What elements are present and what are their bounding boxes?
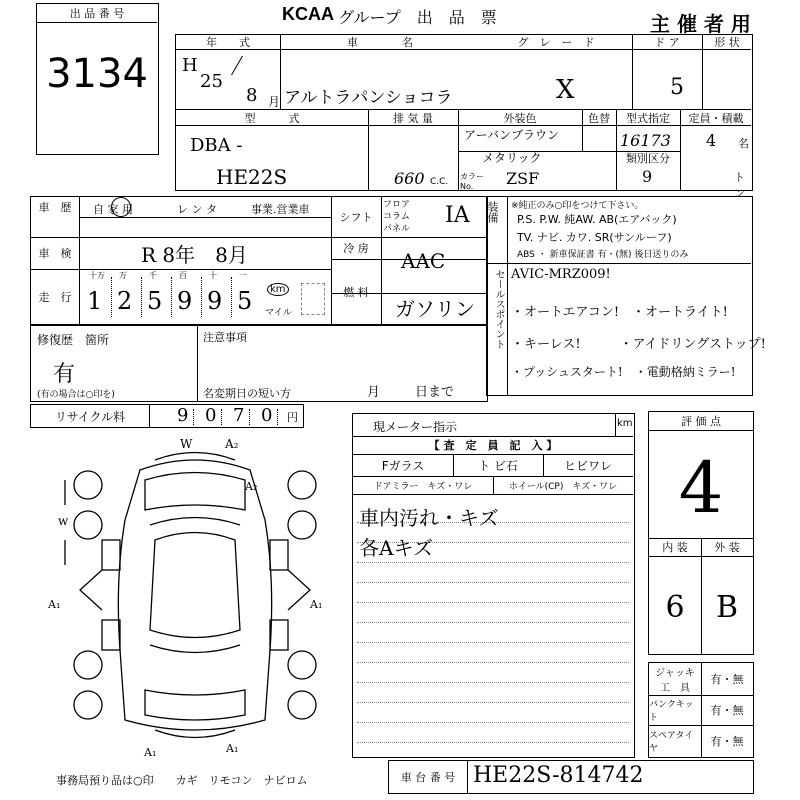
mark-top-w: W: [180, 437, 193, 451]
mileage-unit-2: 千: [149, 271, 157, 280]
recycle-label: リサイクル料: [54, 409, 126, 424]
exterior-score: B: [715, 589, 739, 625]
year-label: 年 式: [206, 36, 250, 49]
mileage-label: 走 行: [38, 291, 72, 304]
puncture-kit-label: パンクキット: [649, 700, 694, 723]
inspection-label: 車 検: [38, 247, 72, 260]
model-label: 型 式: [244, 111, 300, 125]
displacement-label: 排 気 量: [393, 111, 433, 125]
color-line2: メタリック: [482, 151, 542, 165]
mileage-digit-0: 1: [87, 287, 103, 315]
era: H: [182, 55, 198, 76]
repair-label: 修復歴 箇所: [37, 333, 110, 347]
history-label: 車 歴: [38, 201, 72, 214]
mark-bottom-a1: A₁: [144, 746, 157, 759]
mileage-digit-5: 5: [237, 287, 253, 315]
repair-note: (有の場合は○印を): [37, 390, 115, 400]
class-label: 類別区分: [626, 152, 670, 165]
cc-unit: C.C.: [430, 177, 449, 187]
vehicle-info-table: [175, 34, 753, 200]
mark-right-a1: A₁: [310, 598, 323, 611]
exterior-color-label: 外装色: [503, 111, 537, 125]
color-change-label: 色替: [588, 111, 610, 125]
expiry-month: 月: [367, 385, 381, 400]
mileage-digit-3: 9: [177, 287, 193, 315]
recycle-digit-1: 0: [205, 405, 217, 426]
tools-table: [648, 662, 754, 758]
recycle-table: [30, 404, 304, 428]
model-spec-label: 型式指定: [626, 111, 670, 125]
shift-label: シフト: [339, 211, 373, 224]
chassis-box: [388, 760, 754, 794]
lot-number-box: [36, 3, 159, 155]
chassis-number: HE22S-814742: [473, 763, 644, 788]
capacity-label: 定員・積載: [688, 111, 744, 125]
lot-number-label: 出 品 番 号: [37, 4, 157, 23]
score-label: 評 価 点: [681, 415, 721, 428]
meter-label: 現メーター指示: [373, 420, 458, 434]
short-expiry-label: 名変期日の短い方: [203, 387, 291, 400]
chip-label: ト ビ石: [478, 458, 518, 473]
mileage-digit-1: 2: [117, 287, 133, 315]
score-table: [648, 411, 754, 655]
jack-label: ジャッキ工 具: [655, 668, 695, 694]
mileage-unit-3: 百: [179, 271, 187, 280]
mark-left-a1: A₁: [48, 598, 61, 611]
repair-table: [30, 324, 488, 402]
inspector-remark-1: 車内汚れ・キズ: [359, 506, 499, 530]
km-unit: km: [267, 283, 289, 296]
copy-type: 主 催 者 用: [650, 12, 751, 36]
class-no: 9: [642, 167, 653, 186]
mileage-unit-0: 十万: [89, 271, 105, 280]
history-private: 自 家 用: [93, 203, 133, 216]
shift-panel: パネル: [383, 224, 411, 234]
form-title: グループ 出 品 票: [338, 8, 497, 27]
puncture-yesno: 有・無: [710, 704, 744, 717]
spare-tire-label: スペアタイヤ: [649, 731, 694, 754]
sales-points-label: セールスポイント: [493, 269, 504, 349]
recycle-digit-2: 7: [233, 405, 245, 426]
equipment-label: 装備: [486, 201, 499, 223]
shape-label: 形 状: [714, 36, 740, 49]
expiry-day: 日まで: [415, 385, 455, 400]
svg-text:w: w: [58, 514, 69, 528]
history-rental: レ ン タ: [177, 203, 217, 216]
mark-top-a2: A₂: [225, 437, 239, 451]
capacity: 4: [706, 131, 717, 150]
repair-value: 有: [53, 362, 76, 387]
equipment-line3: ABS ・ 新車保証書 有・(無) 後日送りのみ: [517, 250, 689, 260]
inspection-box: [352, 413, 635, 758]
front-glass-label: Fガラス: [381, 458, 425, 473]
color-line1: アーバンブラウン: [464, 128, 560, 142]
door-label: ド ア: [654, 36, 680, 49]
inspector-remark-2: 各Aキズ: [359, 536, 434, 560]
exterior-label: 外 装: [714, 541, 740, 554]
equipment-line2: TV. ナビ. カワ. SR(サンルーフ): [517, 231, 672, 244]
grade: X: [556, 75, 575, 105]
mileage-unit-5: 一: [239, 271, 247, 280]
car-name: アルトラパンショコラ: [284, 88, 453, 108]
aircon-value: AAC: [401, 249, 446, 273]
year: 25: [200, 71, 223, 92]
recycle-digit-3: 0: [261, 405, 273, 426]
notes-label: 注意事項: [203, 331, 247, 344]
sales-point-1: AVIC-MRZ009!: [511, 267, 611, 282]
sales-point-3: ・キーレス! ・アイドリングストップ!: [511, 337, 766, 352]
fuel-value: ガソリン: [395, 297, 475, 321]
car-name-label: 車 名: [347, 36, 413, 49]
crack-label: ヒビワレ: [563, 458, 612, 473]
interior-score: 6: [665, 589, 685, 625]
model-spec: 16173: [620, 131, 671, 150]
shift-column: コラム: [383, 212, 410, 222]
equipment-note: ※純正のみ○印をつけて下さい。: [511, 201, 644, 211]
interior-label: 内 装: [662, 541, 688, 554]
shift-value: IA: [445, 203, 470, 228]
equipment-line1: P.S. P.W. 純AW. AB(エアバック): [517, 213, 677, 226]
chassis-label: 車 台 番 号: [400, 771, 456, 784]
car-damage-diagram: [40, 430, 350, 760]
color-no-label: カラーNo.: [460, 172, 484, 191]
sales-point-2: ・オートエアコン! ・オートライト!: [511, 305, 728, 320]
score-value: 4: [678, 447, 724, 529]
spare-yesno: 有・無: [710, 735, 744, 748]
mile-unit: マイル: [265, 308, 292, 318]
office-keys-note: 事務局預り品は○印 カギ リモコン ナビロム: [56, 774, 308, 787]
doors: 5: [670, 75, 684, 100]
mileage-unit-4: 十: [209, 271, 217, 280]
mileage-digit-2: 5: [147, 287, 163, 315]
aircon-label: 冷 房: [343, 242, 369, 255]
displacement: 660: [394, 169, 425, 188]
shift-floor: フロア: [383, 200, 411, 210]
mileage-unit-1: 万: [119, 271, 127, 280]
equipment-table: [486, 196, 766, 396]
lot-number: 3134: [46, 51, 148, 97]
recycle-unit: 円: [287, 411, 298, 424]
color-no: ZSF: [506, 169, 540, 188]
sales-point-4: ・プッシュスタート! ・電動格納ミラー!: [511, 365, 736, 379]
model-line2: HE22S: [216, 165, 288, 189]
mark-top-a2b: A₂: [245, 480, 258, 493]
jack-yesno: 有・無: [710, 673, 744, 686]
fuel-label: 燃 料: [343, 286, 369, 299]
history-table: [30, 196, 488, 326]
model-line1: DBA -: [190, 135, 243, 156]
capacity-unit: 名: [738, 137, 749, 150]
inspector-label: 【 査 定 員 記 入 】: [428, 439, 558, 452]
mileage-digit-4: 9: [207, 287, 223, 315]
meter-km: km: [617, 418, 633, 429]
mirror-damage-label: ドアミラー キズ・ワレ: [373, 481, 473, 492]
inspection-date: R 8年 8月: [141, 243, 248, 267]
history-business: 事業.営業車: [251, 203, 310, 216]
grade-label: グ レ ー ド: [517, 36, 595, 49]
logo: KCAA: [282, 4, 334, 24]
recycle-digit-0: 9: [177, 405, 189, 426]
month: 8: [246, 85, 258, 106]
month-unit: 月: [268, 95, 281, 109]
wheel-damage-label: ホイール(CP) キズ・ワレ: [508, 481, 618, 492]
load-unit: トン: [734, 171, 745, 200]
mark-bottom-a1b: A₁: [226, 742, 239, 755]
